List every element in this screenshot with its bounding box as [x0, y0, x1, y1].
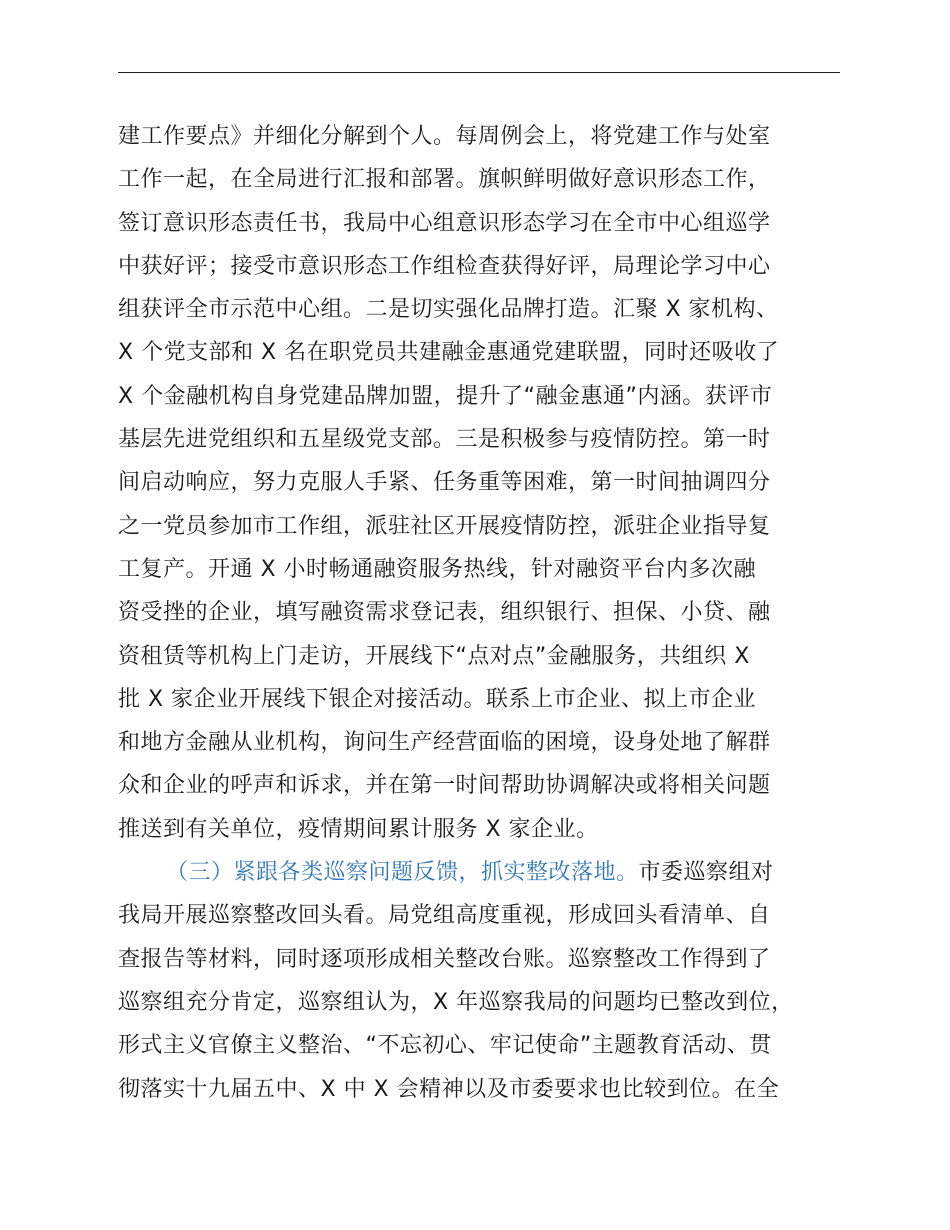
text-line: 批 X 家企业开展线下银企对接活动。联系上市企业、拟上市企业 — [118, 686, 757, 712]
text-line: 形式主义官僚主义整治、“不忘初心、牢记使命”主题教育活动、贯 — [118, 1033, 772, 1059]
document-body — [118, 115, 878, 1111]
text-line: 建工作要点》并细化分解到个人。每周例会上，将党建工作与处室 — [118, 124, 771, 149]
text-line: 组获评全市示范中心组。二是切实强化品牌打造。汇聚 X 家机构、 — [118, 297, 779, 323]
text-line: 和地方金融从业机构，询问生产经营面临的困境，设身处地了解群 — [118, 730, 771, 756]
text-line: 中获好评；接受市意识形态工作组检查获得好评，局理论学习中心 — [118, 253, 771, 279]
header-rule — [118, 72, 840, 73]
text-line: 工复产。开通 X 小时畅通融资服务热线，针对融资平台内多次融 — [118, 556, 757, 582]
text-line: 巡察组充分肯定，巡察组认为，X 年巡察我局的问题均已整改到位， — [118, 989, 794, 1015]
section-heading-line — [118, 851, 878, 894]
text-line: 推送到有关单位，疫情期间累计服务 X 家企业。 — [118, 816, 599, 842]
text-line: 工作一起，在全局进行汇报和部署。旗帜鲜明做好意识形态工作， — [118, 167, 771, 193]
text-line: 资租赁等机构上门走访，开展线下“点对点”金融服务，共组织 X — [118, 643, 750, 669]
text-line: 众和企业的呼声和诉求，并在第一时间帮助协调解决或将相关问题 — [118, 773, 771, 799]
text-line: 我局开展巡察整改回头看。局党组高度重视，形成回头看清单、自 — [118, 903, 771, 929]
text-line: 签订意识形态责任书，我局中心组意识形态学习在全市中心组巡学 — [118, 210, 771, 236]
text-line: 彻落实十九届五中、X 中 X 会精神以及市委要求也比较到位。在全 — [118, 1076, 780, 1102]
text-line: 间启动响应，努力克服人手紧、任务重等困难，第一时间抽调四分 — [118, 470, 771, 496]
text-line: X 个金融机构自身党建品牌加盟，提升了“融金惠通”内涵。获评市 — [118, 383, 773, 409]
section-heading-rest: 市委巡察组对 — [638, 860, 774, 886]
text-line: X 个党支部和 X 名在职党员共建融金惠通党建联盟，同时还吸收了 — [118, 340, 780, 366]
text-line: 查报告等材料，同时逐项形成相关整改台账。巡察整改工作得到了 — [118, 946, 771, 972]
text-line: 基层先进党组织和五星级党支部。三是积极参与疫情防控。第一时 — [118, 427, 771, 453]
text-line: 之一党员参加市工作组，派驻社区开展疫情防控，派驻企业指导复 — [118, 513, 771, 539]
text-line: 资受挫的企业，填写融资需求登记表，组织银行、担保、小贷、融 — [118, 600, 771, 626]
section-heading: （三）紧跟各类巡察问题反馈，抓实整改落地。 — [166, 860, 639, 886]
